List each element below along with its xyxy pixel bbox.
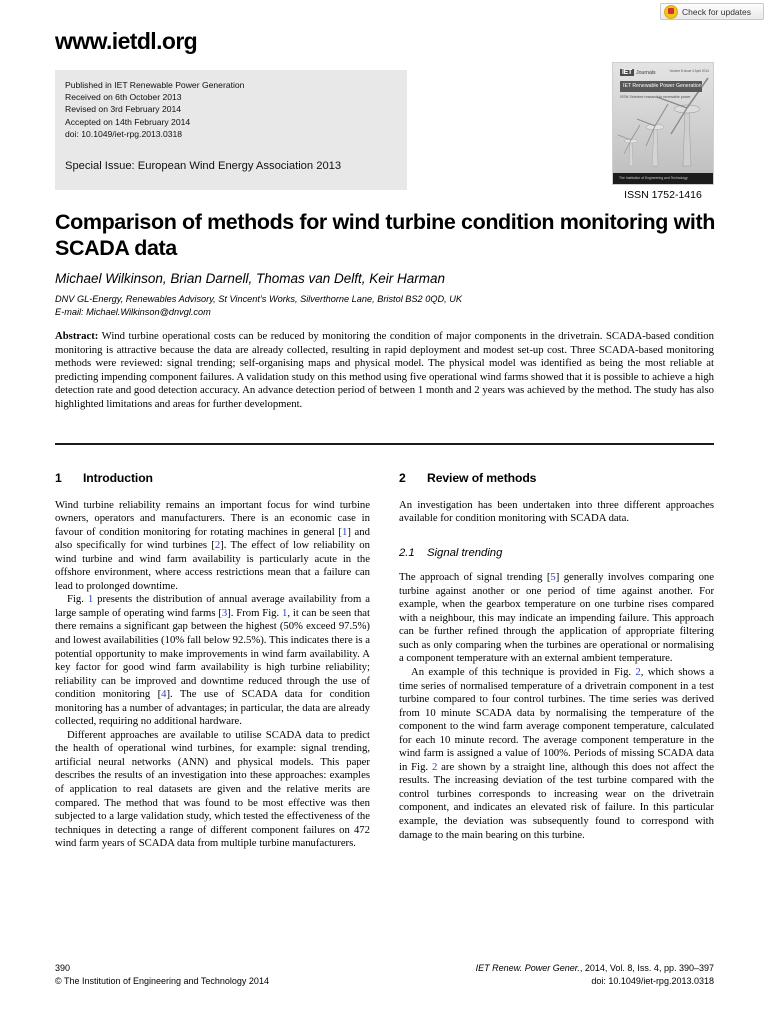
- figure-link-1b[interactable]: 1: [282, 606, 288, 619]
- intro-p1-c: ]. The effect of low reliability on wind turbine and wind farm availability is particularly acute in the offshore environment, where access restrictions mean that a failure can lead to prolonged downtime.: [55, 539, 370, 592]
- section-title-1: Introduction: [83, 471, 153, 485]
- intro-p1-b: ] and also specifically for wind turbines [: [55, 525, 370, 552]
- cover-iet-logo: [620, 69, 656, 76]
- cover-journal-title: IET Renewable Power Generation: [620, 81, 702, 92]
- check-for-updates-label: Check for updates: [682, 6, 751, 17]
- info-line-doi: doi: 10.1049/iet-rpg.2013.0318: [65, 128, 183, 139]
- column-left: [55, 472, 370, 851]
- publication-info-box: [55, 70, 407, 190]
- journal-reference: [476, 962, 714, 975]
- cover-corner-tag: Volume 8 Issue 4 April 2014: [669, 69, 709, 73]
- column-right: [399, 472, 714, 842]
- footer-doi: doi: 10.1049/iet-rpg.2013.0318: [591, 976, 714, 986]
- intro-p2-c: ]. From Fig.: [227, 606, 283, 619]
- footer-left: [55, 962, 269, 988]
- cover-foot-band: The Institution of Engineering and Technology: [613, 173, 713, 184]
- section-title-2: Review of methods: [427, 471, 537, 485]
- section-heading-review: [399, 472, 714, 486]
- reference-link-1[interactable]: 1: [341, 525, 348, 538]
- section-number-1: 1: [55, 471, 62, 485]
- crossmark-icon: [664, 5, 678, 19]
- intro-p2-d: , it can be seen that there remains a significant gap between the highest (50% exceed 97.5%) and lowest availabilities (10% fall below 92.5%). This indicates there is a potential opportunity to make improvements in wind farm availability. A key factor for good wind farm availability is high turbine reliability; reliability can be improved and downtime reduced through the use of condition monitoring [: [55, 606, 370, 701]
- st-p2-c: are shown by a straight line, although this does not affect the results. The increasing deviation of the test turbine compared with the control turbines corresponds to increasing wear on the drivetrain component, and indicates an elevated risk of failure. In this particular example, the deviation was subsequently found to correspond with damage to the main bearing on this turbine.: [399, 760, 714, 841]
- masthead-url[interactable]: www.ietdl.org: [55, 28, 198, 54]
- reference-link-5[interactable]: 5: [550, 571, 556, 584]
- info-line-revised: Revised on 3rd February 2014: [65, 104, 182, 115]
- abstract: [55, 330, 714, 412]
- reference-link-3[interactable]: 3: [221, 606, 228, 619]
- journal-cover-image: [612, 62, 714, 185]
- review-paragraph-1: An investigation has been undertaken into three different approaches available for condition monitoring with SCADA data.: [399, 498, 714, 525]
- footer-right: [476, 962, 714, 988]
- reference-link-4[interactable]: 4: [161, 688, 167, 701]
- figure-link-1a[interactable]: 1: [87, 593, 94, 606]
- subsection-number-2-1: 2.1: [399, 546, 415, 559]
- check-for-updates-badge[interactable]: [660, 3, 764, 20]
- special-issue-label: Special Issue: European Wind Energy Association 2013: [65, 160, 342, 173]
- signal-trending-paragraph-1: [399, 571, 714, 666]
- intro-paragraph-3: Different approaches are available to utilise SCADA data to predict the health of operational wind turbines, for example: signal trending, artificial neural networks (ANN) and physical models. This paper describes the results of an investigation into these approaches: examples of application to real datasets are given and the relative merits are compared. The method that was found to be most effective was then subjected to a large validation study, which tested the effectiveness of the techniques in detecting a range of different component failures on 472 wind farm years of SCADA data from multiple turbine manufacturers.: [55, 728, 370, 850]
- author-list: Michael Wilkinson, Brian Darnell, Thomas van Delft, Keir Harman: [55, 271, 446, 286]
- page-title: Comparison of methods for wind turbine condition monitoring with SCADA data: [55, 210, 715, 260]
- info-line-received: Received on 6th October 2013: [65, 92, 182, 103]
- signal-trending-paragraph-2: [399, 666, 714, 842]
- info-line-published: Published in IET Renewable Power Generation: [65, 80, 245, 90]
- journal-cover: [612, 62, 714, 201]
- section-heading-introduction: [55, 472, 370, 486]
- header-divider: [55, 443, 714, 445]
- intro-paragraph-2: [55, 593, 370, 728]
- page-number: 390: [55, 963, 71, 973]
- st-p2-b: , which shows a time series of normalised temperature of a drivetrain component in a test turbine compared to four control turbines. The time series was derived from 10 minute SCADA data by normalising the temperature of the component to the wind farm average component temperature, calculated for each 10 minute record. The average component temperature in the wind farm is assigned a value of 100%. Periods of missing SCADA data in Fig.: [399, 666, 714, 773]
- abstract-text: Wind turbine operational costs can be reduced by monitoring the condition of major components in the drivetrain. SCADA-based condition monitoring is attractive because the data are already collected, resulting in rapid deployment and modest set-up cost. Three SCADA-based monitoring methods were reviewed: signal trending; self-organising maps and physical model. The physical model was identified as being the most reliable at predicting impending component failures. A validation study on this method using five operational wind farms showed that it is possible to achieve a high detection rate and good detection accuracy. An advance detection period of between 1 month and 2 years was achieved by the method. The study has also highlighted limitations and areas for further development.: [55, 330, 714, 410]
- intro-paragraph-1: [55, 499, 370, 594]
- affiliation: DNV GL-Energy, Renewables Advisory, St Vincent’s Works, Silverthorne Lane, Bristol BS2 0QD, UK: [55, 294, 462, 304]
- intro-p2-e: ]. The use of SCADA data for condition monitoring has a number of advantages; in particular, the data are already collected, requiring no additional hardware.: [55, 688, 370, 728]
- figure-link-2b[interactable]: 2: [431, 760, 438, 773]
- figure-link-2a[interactable]: 2: [635, 666, 641, 679]
- intro-p2-b: presents the distribution of annual average availability from a large sample of operating wind farms [: [55, 593, 370, 619]
- st-p1-a: The approach of signal trending [: [399, 571, 551, 584]
- st-p2-a: An example of this technique is provided in Fig.: [411, 666, 636, 679]
- journal-name: IET Renew. Power Gener.: [475, 963, 580, 973]
- intro-p1-a: Wind turbine reliability remains an important focus for wind turbine owners, operators and manufacturers. There is an economic case in favour of condition monitoring for rotating machines in general [: [55, 498, 370, 538]
- subsection-title-2-1: Signal trending: [427, 546, 503, 559]
- iet-journals-word: Journals: [636, 69, 656, 76]
- journal-volume-pages: , 2014, Vol. 8, Iss. 4, pp. 390–397: [579, 963, 714, 973]
- contact-email: E-mail: Michael.Wilkinson@dnvgl.com: [55, 307, 211, 317]
- st-p1-b: ] generally involves comparing one turbine against another or one period of time against another. For example, when the gearbox temperature on one turbine rises compared with a neighbour, this may indicate an impending failure. This approach can be further refined through the application of appropriate filtering such as only comparing when the turbines are operational or normalising a component temperature with an external ambient temperature.: [399, 571, 715, 665]
- info-line-accepted: Accepted on 14th February 2014: [65, 116, 191, 127]
- intro-p2-a: Fig.: [67, 593, 88, 606]
- section-number-2: 2: [399, 471, 406, 485]
- subsection-heading-signal-trending: [399, 547, 714, 561]
- issn-label: ISSN 1752-1416: [624, 189, 702, 201]
- abstract-label: Abstract:: [55, 330, 99, 342]
- copyright-line: © The Institution of Engineering and Technology 2014: [55, 976, 269, 986]
- cover-subtitle: ISSN Selected research in renewable power: [620, 95, 691, 99]
- iet-mark: IET: [622, 69, 632, 76]
- reference-link-2[interactable]: 2: [214, 539, 221, 552]
